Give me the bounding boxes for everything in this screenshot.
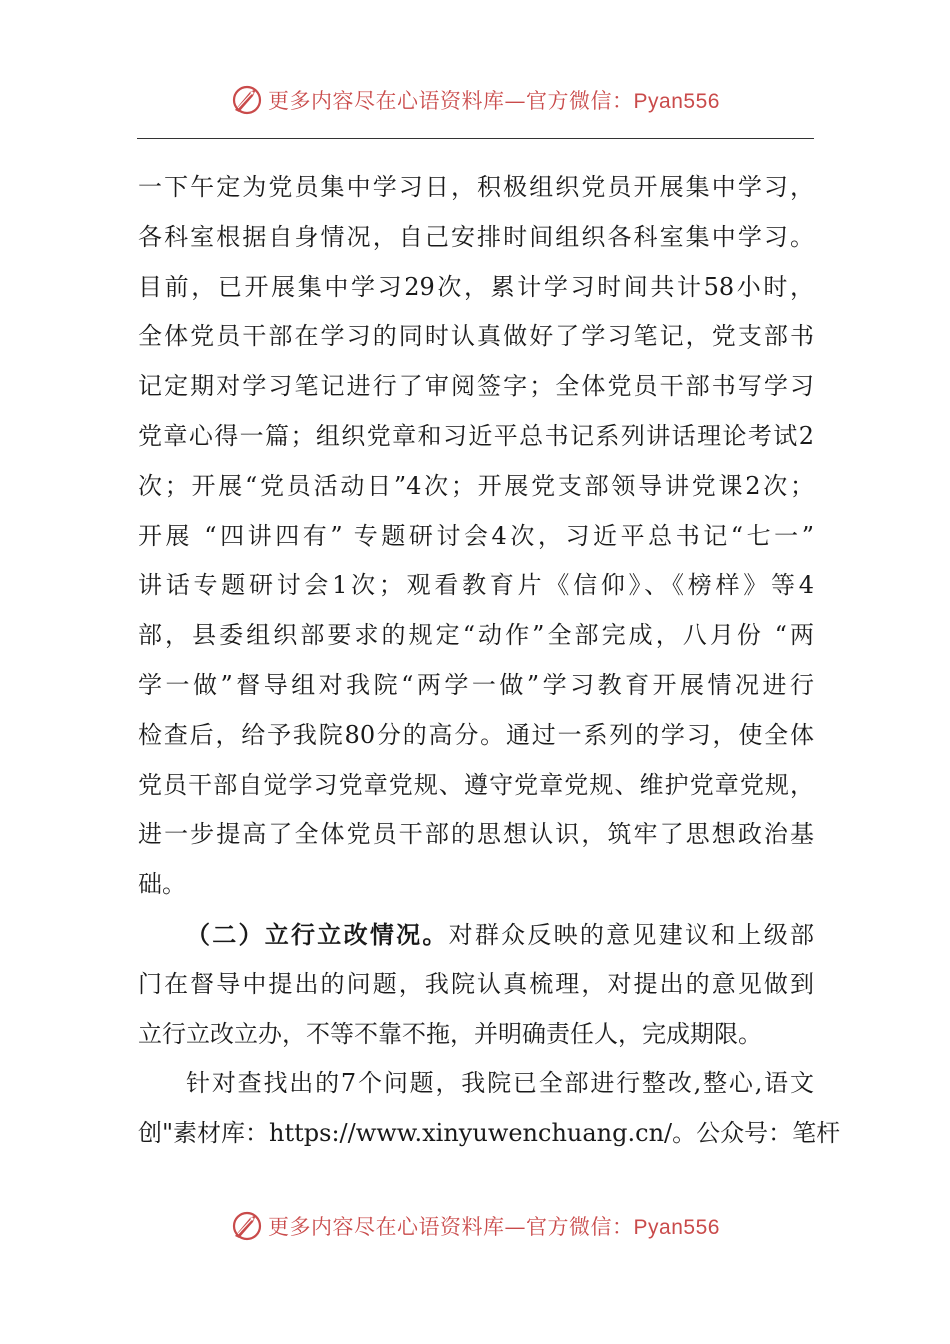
pen-nib-logo-icon	[230, 83, 264, 117]
body-line: 目前，已开展集中学习29次，累计学习时间共计58小时，	[138, 272, 814, 301]
body-line: 检查后，给予我院80分的高分。通过一系列的学习，使全体	[138, 720, 814, 749]
body-line: 党章心得一篇；组织党章和习近平总书记系列讲话理论考试2	[138, 421, 814, 450]
body-line: 门在督导中提出的问题，我院认真梳理，对提出的意见做到	[138, 969, 814, 998]
body-line: 学一做”督导组对我院“两学一做”学习教育开展情况进行	[138, 670, 814, 699]
footer-banner-content	[230, 1209, 720, 1243]
body-line: 一下午定为党员集中学习日，积极组织党员开展集中学习，	[138, 173, 814, 201]
body-line: 针对查找出的7个问题，我院已全部进行整改,整心,语文	[186, 1069, 814, 1098]
header-banner-text: 更多内容尽在心语资料库—官方微信：Pyan556	[268, 89, 720, 113]
footer-banner	[0, 1206, 950, 1246]
document-body	[138, 163, 841, 1159]
section-2-first-line	[138, 910, 814, 960]
section-2-text: 对群众反映的意见建议和上级部	[448, 920, 814, 949]
footer-banner-id: Pyan556	[633, 1216, 720, 1239]
pen-nib-logo-icon	[230, 1209, 264, 1243]
body-line: 开展 “四讲四有” 专题研讨会4次，习近平总书记“七一”	[138, 521, 814, 550]
body-line: 创"素材库：https://www.xinyuwenchuang.cn/。公众号：笔杆	[138, 1119, 841, 1148]
section-2-heading: （二）立行立改情况。	[186, 919, 449, 949]
header-rule	[137, 138, 814, 139]
body-line: 各科室根据自身情况，自己安排时间组织各科室集中学习。	[138, 222, 814, 251]
body-line: 次；开展“党员活动日”4次；开展党支部领导讲党课2次；	[138, 471, 814, 500]
body-line: 部，县委组织部要求的规定“动作”全部完成，八月份 “两	[138, 621, 814, 650]
body-line: 础。	[138, 870, 186, 899]
body-line: 党员干部自觉学习党章党规、遵守党章党规、维护党章党规，	[138, 770, 814, 799]
body-line: 立行立改立办，不等不靠不拖，并明确责任人，完成期限。	[138, 1019, 762, 1048]
body-line: 全体党员干部在学习的同时认真做好了学习笔记，党支部书	[138, 322, 814, 351]
body-line: 讲话专题研讨会1次；观看教育片《信仰》、《榜样》等4	[138, 571, 814, 600]
footer-banner-text: 更多内容尽在心语资料库—官方微信：Pyan556	[268, 1215, 720, 1239]
body-line: 进一步提高了全体党员干部的思想认识，筑牢了思想政治基	[138, 820, 814, 849]
header-banner	[0, 80, 950, 120]
header-banner-content	[230, 83, 720, 117]
body-line: 记定期对学习笔记进行了审阅签字；全体党员干部书写学习	[138, 372, 814, 401]
header-banner-id: Pyan556	[633, 90, 720, 113]
